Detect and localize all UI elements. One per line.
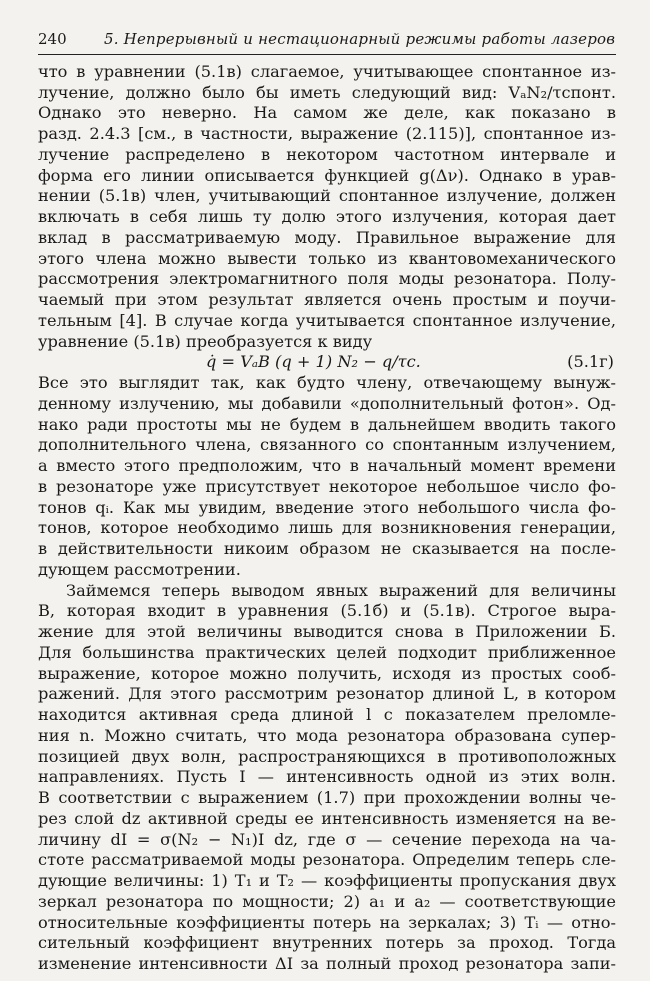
text-line: личину dI = σ(N₂ − N₁)I dz, где σ — сечение перехода на ча- [38, 829, 616, 849]
text-line: рассмотрения электромагнитного поля моды резонатора. Полу- [38, 269, 616, 289]
text-line: изменение интенсивности ΔI за полный проход резонатора запи- [38, 954, 616, 973]
text-line: сительный коэффициент внутренних потерь за проход. Тогда [38, 933, 616, 953]
text-line: денному излучению, мы добавили «дополнительный фотон». Од- [38, 393, 616, 413]
text-line: B, которая входит в уравнения (5.1б) и (5.1в). Строгое выра- [38, 601, 616, 621]
text-line: тонов qᵢ. Как мы увидим, введение этого небольшого числа фо- [38, 497, 616, 517]
text-line: форма его линии описывается функцией g(Δν). Однако в урав- [38, 165, 616, 185]
text-line: относительные коэффициенты потерь на зеркалах; 3) Tᵢ — отно- [38, 912, 616, 932]
text-line: дующем рассмотрении. [38, 559, 241, 579]
running-title: 5. Непрерывный и нестационарный режимы работы лазеров [104, 30, 616, 48]
page-number: 240 [38, 30, 67, 48]
text-line: Займемся теперь выводом явных выражений для величины [66, 580, 616, 600]
text-line: направлениях. Пусть I — интенсивность одной из этих волн. [38, 767, 616, 787]
text-line: нении (5.1в) член, учитывающий спонтанное излучение, должен [38, 186, 616, 206]
text-line: лучение, должно было бы иметь следующий вид: VₐN₂/τспонт. [38, 82, 616, 102]
text-line: Для большинства практических целей подходит приближенное [38, 642, 616, 662]
text-line: чаемый при этом результат является очень простым и поучи- [38, 290, 616, 310]
text-line: дующие величины: 1) T₁ и T₂ — коэффициенты пропускания двух [38, 871, 616, 891]
text-line: Все это выглядит так, как будто члену, отвечающему вынуж- [38, 373, 616, 393]
text-line: выражение, которое можно получить, исходя из простых сооб- [38, 663, 616, 683]
text-line: позицией двух волн, распространяющихся в противоположных [38, 746, 616, 766]
text-line: Однако это неверно. На самом же деле, как показано в [38, 103, 616, 123]
text-line: тонов, которое необходимо лишь для возникновения генерации, [38, 518, 616, 538]
text-line: в действительности никоим образом не сказывается на после- [38, 539, 616, 559]
text-line: находится активная среда длиной l с показателем преломле- [38, 705, 616, 725]
text-line: ния n. Можно считать, что мода резонатора образована супер- [38, 725, 616, 745]
text-line: жение для этой величины выводится снова в Приложении Б. [38, 622, 616, 642]
text-line: дополнительного члена, связанного со спонтанным излучением, [38, 435, 616, 455]
equation-formula: q̇ = VₐB (q + 1) N₂ − q/τc. [206, 352, 421, 372]
text-line: этого члена можно вывести только из квантовомеханического [38, 248, 616, 268]
page-header [38, 28, 616, 55]
text-line: разд. 2.4.3 [см., в частности, выражение (2.115)], спонтанное из- [38, 124, 616, 144]
text-line: уравнение (5.1в) преобразуется к виду [38, 331, 373, 351]
text-line: что в уравнении (5.1в) слагаемое, учитывающее спонтанное из- [38, 62, 616, 81]
text-line: тельным [4]. В случае когда учитывается спонтанное излучение, [38, 310, 616, 330]
text-line: в резонаторе уже присутствует некоторое небольшое число фо- [38, 476, 616, 496]
text-line: включать в себя лишь ту долю этого излучения, которая дает [38, 207, 616, 227]
text-line: В соответствии с выражением (1.7) при прохождении волны че- [38, 788, 616, 808]
text-line: нако ради простоты мы не будем в дальнейшем вводить такого [38, 414, 616, 434]
text-line: ражений. Для этого рассмотрим резонатор длиной L, в котором [38, 684, 616, 704]
text-line: стоте рассматриваемой моды резонатора. Определим теперь сле- [38, 850, 616, 870]
text-line: вклад в рассматриваемую моду. Правильное выражение для [38, 227, 616, 247]
text-line: лучение распределено в некотором частотном интервале и [38, 144, 616, 164]
text-line: а вместо этого предположим, что в начальный момент времени [38, 456, 616, 476]
text-line: рез слой dz активной среды ее интенсивность изменяется на ве- [38, 808, 616, 828]
text-line: зеркал резонатора по мощности; 2) a₁ и a₂ — соответствующие [38, 891, 616, 911]
equation-label: (5.1г) [567, 352, 614, 372]
